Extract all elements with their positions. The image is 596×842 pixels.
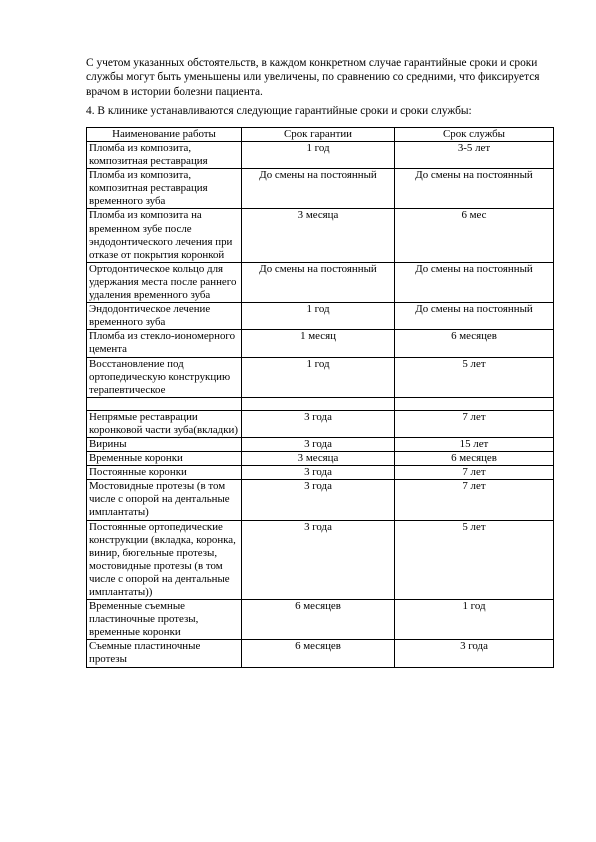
table-row xyxy=(87,466,554,480)
warranty-cell: До смены на постоянный xyxy=(242,169,395,209)
work-name-cell: Съемные пластиночные протезы xyxy=(87,640,242,667)
table-row xyxy=(87,437,554,451)
table-row-empty xyxy=(87,397,554,410)
table-row xyxy=(87,357,554,397)
service-life-cell: 7 лет xyxy=(395,466,554,480)
work-name-cell: Постоянные коронки xyxy=(87,466,242,480)
service-life-cell: 6 мес xyxy=(395,209,554,262)
work-name-cell: Пломба из композита, композитная реставрация временного зуба xyxy=(87,169,242,209)
work-name-cell: Мостовидные протезы (в том числе с опорой на дентальные имплантаты) xyxy=(87,480,242,520)
table-row xyxy=(87,330,554,357)
warranty-cell: 1 год xyxy=(242,142,395,169)
table-row xyxy=(87,142,554,169)
work-name-cell: Ортодонтическое кольцо для удержания места после раннего удаления временного зуба xyxy=(87,262,242,302)
warranty-table xyxy=(86,127,554,668)
warranty-cell: До смены на постоянный xyxy=(242,262,395,302)
section-heading: 4. В клинике устанавливаются следующие гарантийные сроки и сроки службы: xyxy=(86,105,472,117)
service-life-cell xyxy=(395,397,554,410)
table-row xyxy=(87,169,554,209)
table-row xyxy=(87,520,554,600)
warranty-cell: 3 года xyxy=(242,520,395,600)
service-life-cell: 3 года xyxy=(395,640,554,667)
work-name-cell: Временные съемные пластиночные протезы, временные коронки xyxy=(87,600,242,640)
work-name-cell: Пломба из композита, композитная реставрация xyxy=(87,142,242,169)
service-life-cell: 15 лет xyxy=(395,437,554,451)
work-name-cell: Восстановление под ортопедическую конструкцию терапевтическое xyxy=(87,357,242,397)
warranty-cell: 1 год xyxy=(242,357,395,397)
service-life-cell: 6 месяцев xyxy=(395,452,554,466)
table-row xyxy=(87,600,554,640)
table-row xyxy=(87,640,554,667)
service-life-cell: 3-5 лет xyxy=(395,142,554,169)
service-life-cell: 7 лет xyxy=(395,480,554,520)
table-row xyxy=(87,452,554,466)
table-row xyxy=(87,480,554,520)
service-life-cell: До смены на постоянный xyxy=(395,169,554,209)
warranty-cell: 6 месяцев xyxy=(242,640,395,667)
work-name-cell: Вирины xyxy=(87,437,242,451)
service-life-cell: 1 год xyxy=(395,600,554,640)
work-name-cell: Непрямые реставрации коронковой части зуба(вкладки) xyxy=(87,410,242,437)
warranty-cell: 1 год xyxy=(242,303,395,330)
warranty-cell: 3 месяца xyxy=(242,452,395,466)
table-row xyxy=(87,262,554,302)
header-work-name: Наименование работы xyxy=(87,128,242,142)
intro-paragraph: С учетом указанных обстоятельств, в каждом конкретном случае гарантийные сроки и сроки службы могут быть уменьшены или увеличены, по сравнению со средними, что фиксируется врачом в истории болезни пациента. xyxy=(86,57,540,98)
warranty-cell: 3 года xyxy=(242,410,395,437)
table-row xyxy=(87,209,554,262)
work-name-cell xyxy=(87,397,242,410)
table-row xyxy=(87,410,554,437)
warranty-cell: 3 месяца xyxy=(242,209,395,262)
header-warranty: Срок гарантии xyxy=(242,128,395,142)
warranty-cell: 6 месяцев xyxy=(242,600,395,640)
service-life-cell: До смены на постоянный xyxy=(395,262,554,302)
table-header-row xyxy=(87,128,554,142)
warranty-cell xyxy=(242,397,395,410)
warranty-cell: 1 месяц xyxy=(242,330,395,357)
service-life-cell: До смены на постоянный xyxy=(395,303,554,330)
work-name-cell: Постоянные ортопедические конструкции (вкладка, коронка, винир, бюгельные протезы, мостовидные протезы (в том числе с опорой на дентальные имплантаты)) xyxy=(87,520,242,600)
header-service-life: Срок службы xyxy=(395,128,554,142)
work-name-cell: Пломба из стекло-иономерного цемента xyxy=(87,330,242,357)
warranty-cell: 3 года xyxy=(242,466,395,480)
table-row xyxy=(87,303,554,330)
service-life-cell: 5 лет xyxy=(395,520,554,600)
service-life-cell: 5 лет xyxy=(395,357,554,397)
warranty-cell: 3 года xyxy=(242,480,395,520)
service-life-cell: 7 лет xyxy=(395,410,554,437)
warranty-cell: 3 года xyxy=(242,437,395,451)
work-name-cell: Временные коронки xyxy=(87,452,242,466)
work-name-cell: Пломба из композита на временном зубе после эндодонтического лечения при отказе от покрытия коронкой xyxy=(87,209,242,262)
service-life-cell: 6 месяцев xyxy=(395,330,554,357)
work-name-cell: Эндодонтическое лечение временного зуба xyxy=(87,303,242,330)
